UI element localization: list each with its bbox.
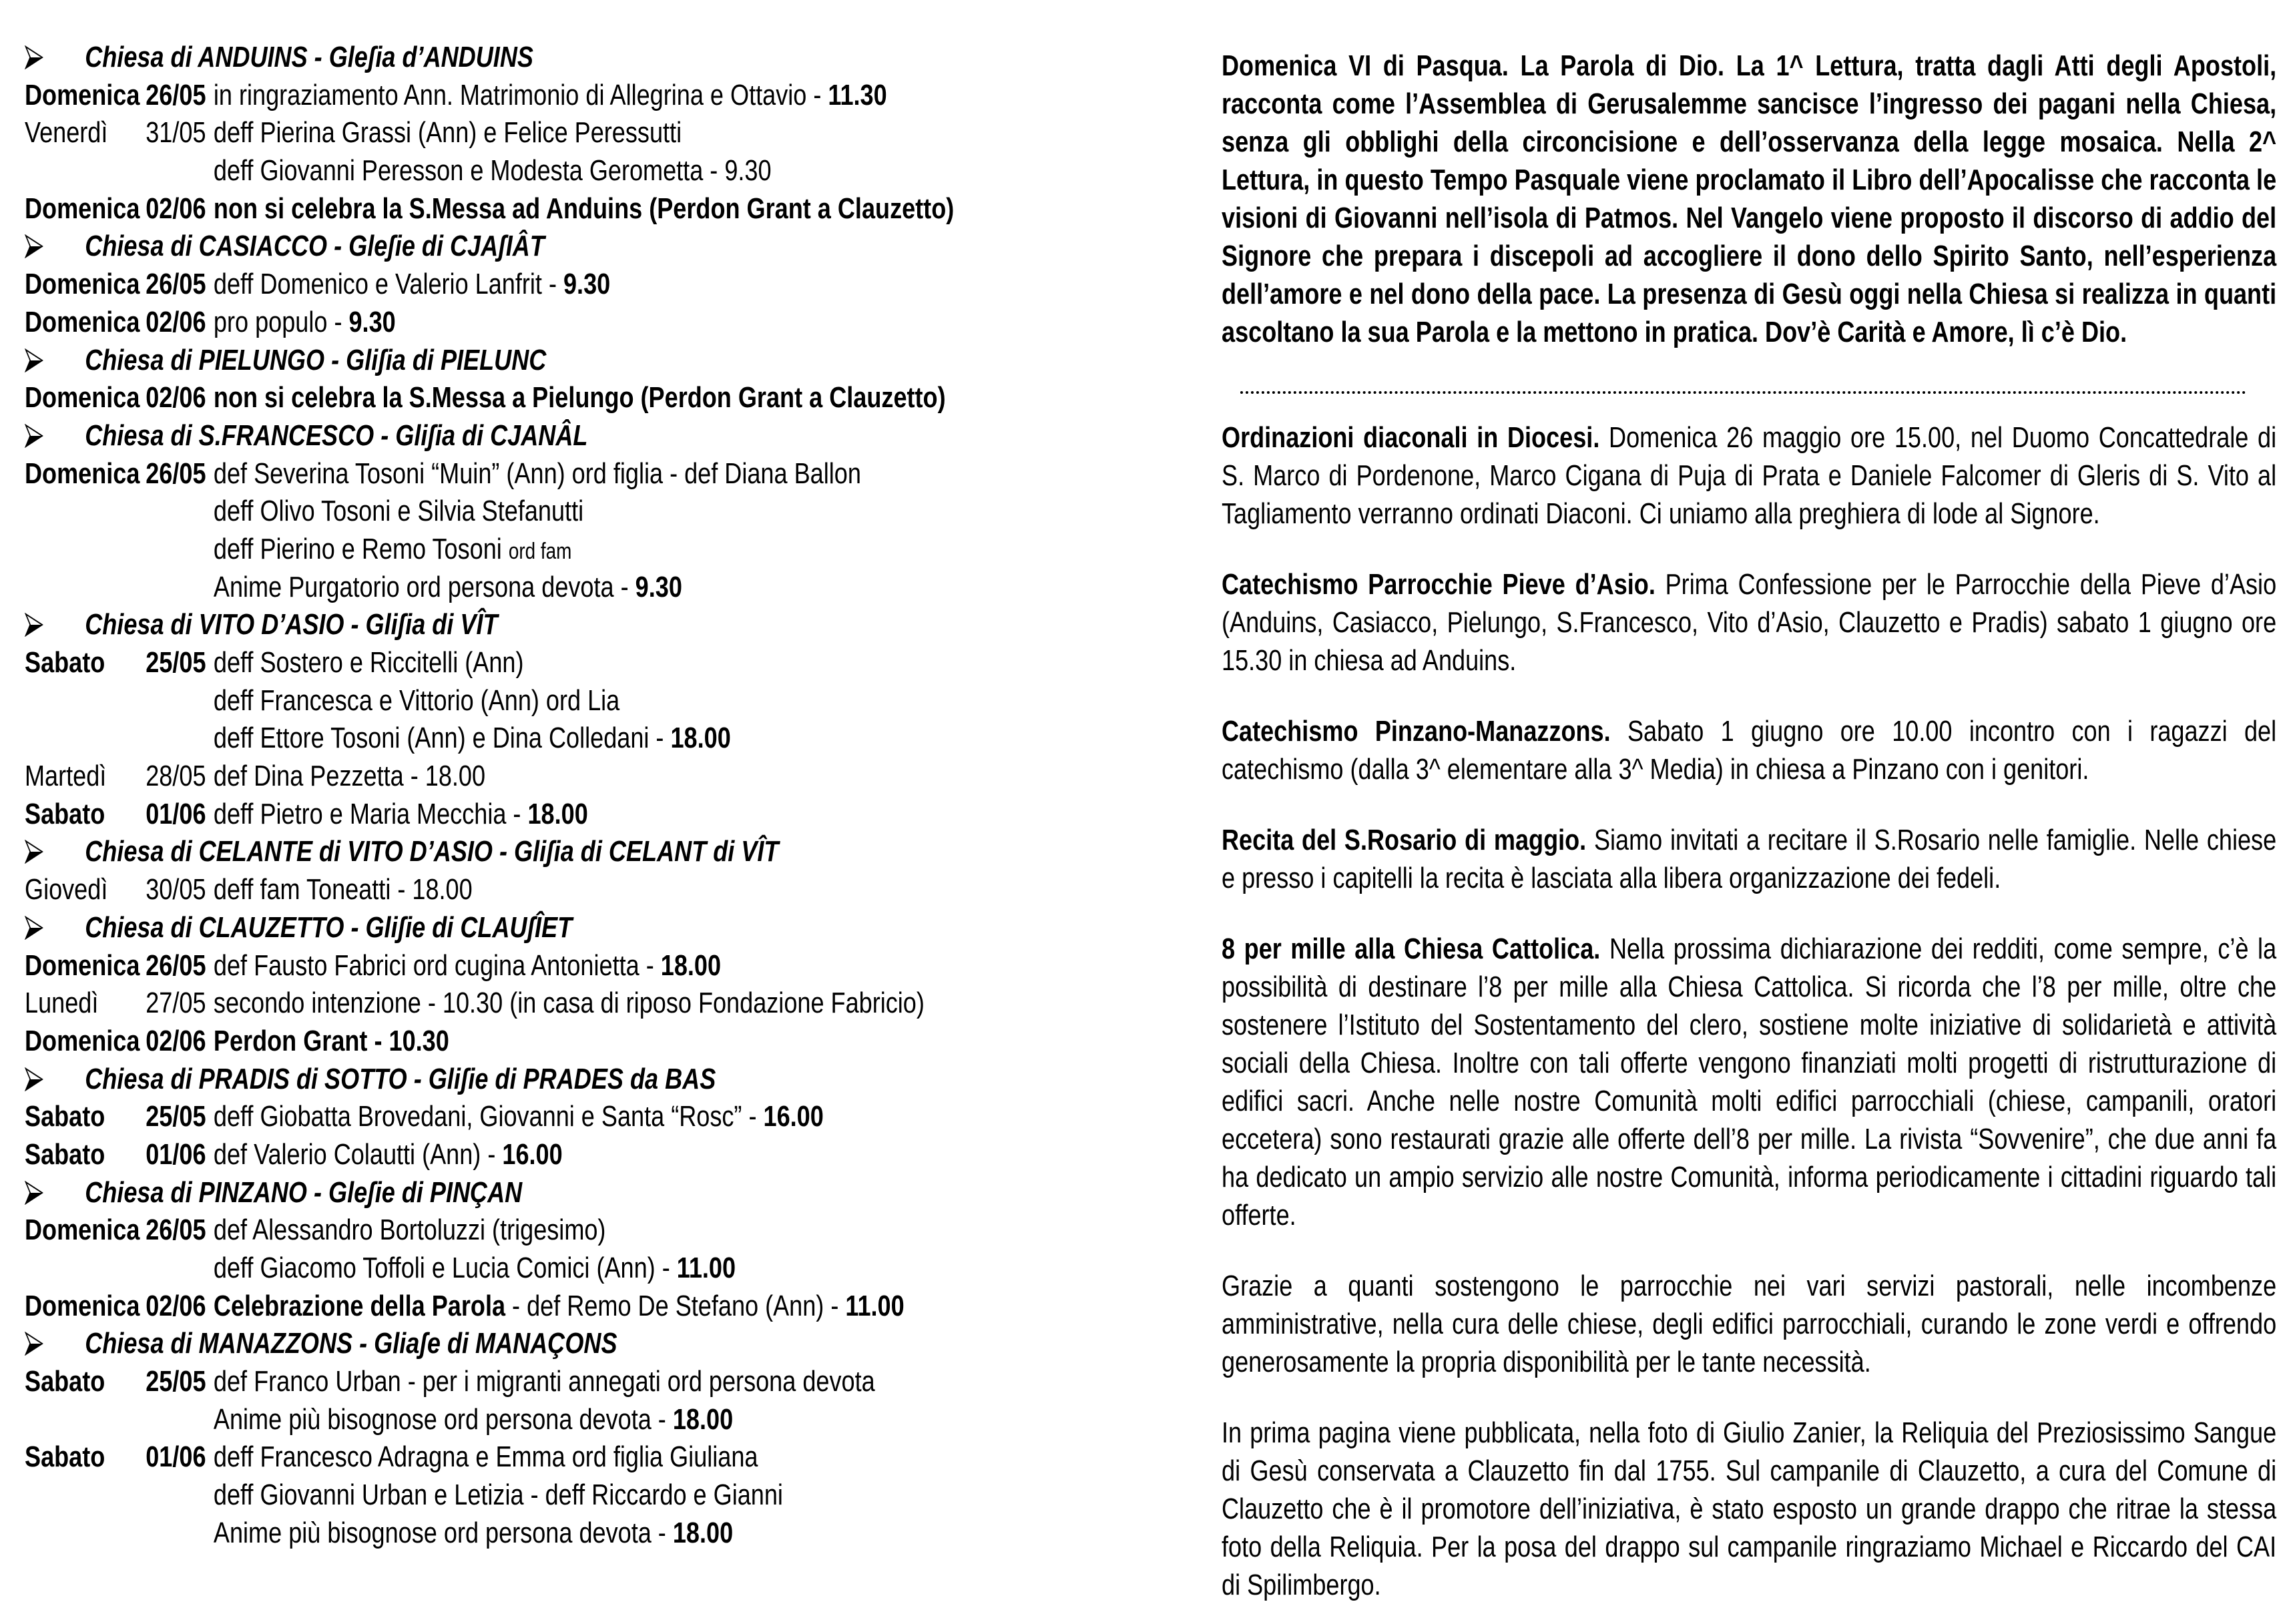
schedule-row [25, 77, 1092, 115]
row-text-bold: 16.00 [763, 1100, 824, 1133]
row-text: def Severina Tosoni “Muin” (Ann) ord figlia - def Diana Ballon [213, 457, 861, 490]
row-text-bold: Perdon Grant - 10.30 [213, 1024, 449, 1057]
church-title: Chiesa di PRADIS di SOTTO - Gliʃie di PRADES da BAS [85, 1062, 716, 1095]
church-heading [25, 417, 1092, 455]
schedule-row [25, 1438, 1092, 1476]
row-day: Sabato [25, 646, 105, 679]
church-title: Chiesa di CLAUZETTO - Gliʃie di CLAUʃÎET [85, 910, 573, 944]
row-date: 27/05 [146, 987, 206, 1020]
church-heading [25, 606, 1092, 644]
schedule-row [25, 1288, 1092, 1326]
row-text: def Fausto Fabrici ord cugina Antonietta - [213, 949, 661, 982]
schedule-row [25, 493, 1092, 531]
row-day: Domenica [25, 268, 140, 301]
church-heading [25, 909, 1092, 947]
row-date: 02/06 [146, 1024, 206, 1057]
row-day: Domenica [25, 457, 140, 490]
schedule-row [25, 871, 1092, 909]
church-heading [25, 228, 1092, 266]
row-day: Domenica [25, 949, 140, 982]
row-text-bold: 16.00 [502, 1137, 563, 1171]
schedule-row [25, 455, 1092, 493]
notice-paragraph [1222, 712, 2276, 788]
notice-paragraph [1222, 1267, 2276, 1381]
church-heading [25, 1061, 1092, 1099]
row-date: 02/06 [146, 305, 206, 338]
row-text: deff Olivo Tosoni e Silvia Stefanutti [213, 495, 584, 528]
row-text: deff Pierina Grassi (Ann) e Felice Peressutti [213, 116, 682, 150]
row-text: deff fam Toneatti - 18.00 [213, 873, 473, 906]
row-text: def Alessandro Bortoluzzi (trigesimo) [213, 1213, 606, 1247]
row-date: 26/05 [146, 949, 206, 982]
schedule-row [25, 1098, 1092, 1136]
church-title: Chiesa di PIELUNGO - Gliʃia di PIELUNC [85, 343, 547, 376]
row-text: deff Giovanni Urban e Letizia - deff Riccardo e Gianni [213, 1478, 783, 1512]
row-date: 25/05 [146, 1100, 206, 1133]
row-text: deff Francesco Adragna e Emma ord figlia Giuliana [213, 1440, 758, 1474]
row-date: 26/05 [146, 1213, 206, 1247]
schedule-row [25, 114, 1092, 152]
row-text-bold: 18.00 [670, 722, 731, 755]
church-title: Chiesa di CASIACCO - Gleʃie di CJAʃIÂT [85, 230, 545, 263]
arrowhead-bullet-icon [25, 342, 85, 380]
schedule-row [25, 758, 1092, 796]
row-date: 25/05 [146, 1365, 206, 1398]
row-day: Domenica [25, 192, 140, 225]
row-day: Domenica [25, 1213, 140, 1247]
notice-body: Siamo invitati a recitare il S.Rosario nelle famiglie. Nelle chiese e presso i capitelli la recita è lasciata alla libera organizzazione dei fedeli. [1222, 824, 2277, 894]
row-text: deff Sostero e Riccitelli (Ann) [213, 646, 524, 679]
row-text-bold: 18.00 [660, 949, 722, 982]
row-text-bold: 9.30 [348, 305, 396, 338]
schedule-row [25, 796, 1092, 834]
row-text: def Dina Pezzetta - 18.00 [213, 760, 486, 793]
row-text: ord fam [508, 538, 572, 564]
sunday-readings-intro: Domenica VI di Pasqua. La Parola di Dio. La 1^ Lettura, tratta dagli Atti degli Apostoli, racconta come l’Assemblea di Gerusalemme sancisce l’ingresso dei pagani nella Chiesa, senza gli obblighi della circoncisione e dell’osservanza della legge mosaica. Nella 2^ Lettura, in questo Tempo Pasquale viene proclamato il Libro dell’Apocalisse che racconta le visioni di Giovanni nell’isola di Patmos. Nel Vangelo viene proposto il discorso di addio del Signore che prepara i discepoli ad accogliere il dono dello Spirito Santo, nell’esperienza dell’amore e nel dono della pace. La presenza di Gesù oggi nella Chiesa si realizza in quanti ascoltano la sua Parola e la mettono in pratica. Dov’è Carità e Amore, lì c’è Dio. [1222, 49, 2277, 348]
schedule-row [25, 531, 1092, 569]
row-text: deff Pierino e Remo Tosoni [213, 532, 509, 565]
row-date: 25/05 [146, 646, 206, 679]
row-day: Lunedì [25, 987, 99, 1020]
schedule-row [25, 1476, 1092, 1515]
schedule-row [25, 569, 1092, 607]
row-text: deff Giobatta Brovedani, Giovanni e Santa “Rosc” - [213, 1100, 764, 1133]
notice-body: Sabato 1 giugno ore 10.00 incontro con i ragazzi del catechismo (dalla 3^ elementare alla 3^ Media) in chiesa a Pinzano con i genitori. [1222, 715, 2277, 786]
church-heading [25, 833, 1092, 871]
row-date: 01/06 [146, 1440, 206, 1474]
row-text-bold: 18.00 [672, 1402, 734, 1436]
row-text: deff Giacomo Toffoli e Lucia Comici (Ann) - [213, 1252, 677, 1284]
notice-body: Grazie a quanti sostengono le parrocchie nei vari servizi pastorali, nelle incombenze amministrative, nella cura delle chiese, degli edifici parrocchiali, curando le zone verdi e offrendo generosamente la propria disponibilità per le tante necessità. [1222, 1270, 2277, 1378]
arrowhead-bullet-icon [25, 1061, 85, 1099]
schedule-row [25, 1515, 1092, 1553]
row-text-bold: 11.00 [676, 1252, 736, 1284]
schedule-row [25, 644, 1092, 682]
row-text: deff Ettore Tosoni (Ann) e Dina Colledani - [213, 722, 671, 755]
schedule-row [25, 1023, 1092, 1061]
notice-body: Domenica 26 maggio ore 15.00, nel Duomo Concattedrale di S. Marco di Pordenone, Marco Cigana di Puja di Prata e Daniele Falcomer di Gleris di S. Vito al Tagliamento verranno ordinati Diaconi. Ci uniamo alla preghiera di lode al Signore. [1222, 421, 2277, 530]
schedule-row [25, 304, 1092, 342]
notice-paragraph [1222, 821, 2276, 897]
schedule-row [25, 379, 1092, 417]
arrowhead-bullet-icon [25, 833, 85, 871]
notices [1222, 419, 2276, 1604]
notice-paragraph [1222, 419, 2276, 533]
dotted-separator [1240, 391, 2246, 394]
schedule-row [25, 1250, 1092, 1288]
notice-title: Recita del S.Rosario di maggio. [1222, 824, 1587, 856]
row-text: deff Francesca e Vittorio (Ann) ord Lia [213, 684, 620, 717]
church-title: Chiesa di MANAZZONS - Gliaʃe di MANAÇONS [85, 1327, 617, 1360]
row-text-bold: non si celebra la S.Messa ad Anduins (Perdon Grant a Clauzetto) [213, 192, 955, 225]
row-text: pro populo - [213, 305, 349, 338]
notice-paragraph [1222, 565, 2276, 680]
notice-title: Ordinazioni diaconali in Diocesi. [1222, 421, 1600, 454]
row-text-bold: 9.30 [563, 268, 611, 301]
arrowhead-bullet-icon [25, 1325, 85, 1363]
arrowhead-bullet-icon [25, 606, 85, 644]
row-text-bold: 18.00 [527, 797, 588, 830]
row-text: deff Giovanni Peresson e Modesta Gerometta - 9.30 [213, 154, 772, 188]
row-day: Domenica [25, 1024, 140, 1057]
arrowhead-bullet-icon [25, 39, 85, 77]
row-date: 01/06 [146, 1137, 206, 1171]
readings-commentary [1222, 47, 2276, 351]
schedule-row [25, 682, 1092, 720]
row-text: deff Domenico e Valerio Lanfrit - [213, 268, 563, 301]
row-text: deff Pietro e Maria Mecchia - [213, 797, 528, 830]
row-text-bold: non si celebra la S.Messa a Pielungo (Perdon Grant a Clauzetto) [213, 381, 946, 415]
row-day: Sabato [25, 797, 105, 830]
row-day: Domenica [25, 305, 140, 338]
arrowhead-bullet-icon [25, 1174, 85, 1212]
schedule-row [25, 190, 1092, 228]
church-heading [25, 1325, 1092, 1363]
row-day: Domenica [25, 78, 140, 111]
row-text: Anime Purgatorio ord persona devota - [213, 570, 635, 603]
church-title: Chiesa di VITO D’ASIO - Gliʃia di VÎT [85, 608, 498, 641]
notice-body: Prima Confessione per le Parrocchie della Pieve d’Asio (Anduins, Casiacco, Pielungo, S.Francesco, Vito d’Asio, Clauzetto e Pradis) sabato 1 giugno ore 15.30 in chiesa ad Anduins. [1222, 568, 2277, 677]
church-title: Chiesa di ANDUINS - Gleʃia d’ANDUINS [85, 41, 533, 73]
row-text: def Franco Urban - per i migranti annegati ord persona devota [213, 1365, 875, 1398]
schedule-row [25, 1363, 1092, 1401]
schedule-row [25, 1401, 1092, 1439]
notice-body: Nella prossima dichiarazione dei redditi, come sempre, c’è la possibilità di destinare l’8 per mille alla Chiesa Cattolica. Si ricorda che l’8 per mille, oltre che sostenere l’Istituto del Sostentamento del clero, sostiene molte iniziative di solidarietà e attività sociali della Chiesa. Inoltre con tali offerte vengono finanziati molti progetti di ristrutturazione di edifici sacri. Anche nelle nostre Comunità molti edifici parrocchiali (chiese, campanili, oratori eccetera) sono restaurati grazie alle offerte dell’8 per mille. La rivista “Sovvenire”, che due anni fa ha dedicato un ampio servizio alle nostre Comunità, informa periodicamente i cittadini riguardo tali offerte. [1222, 932, 2277, 1232]
church-title: Chiesa di S.FRANCESCO - Gliʃia di CJANÂL [85, 419, 588, 452]
row-date: 02/06 [146, 192, 206, 225]
arrowhead-bullet-icon [25, 417, 85, 455]
schedule-row [25, 152, 1092, 190]
church-title: Chiesa di PINZANO - Gleʃie di PINÇAN [85, 1175, 523, 1209]
row-text-bold: 18.00 [672, 1516, 734, 1549]
church-heading [25, 39, 1092, 77]
schedule-row [25, 1136, 1092, 1174]
row-day: Sabato [25, 1100, 105, 1133]
mass-schedule [25, 39, 1092, 1553]
row-text: - def Remo De Stefano (Ann) - [505, 1289, 846, 1322]
row-text-bold: Celebrazione della Parola [213, 1289, 506, 1322]
schedule-row [25, 720, 1092, 758]
row-date: 26/05 [146, 268, 206, 301]
schedule-row [25, 1211, 1092, 1250]
row-day: Martedì [25, 760, 107, 793]
church-title: Chiesa di CELANTE di VITO D’ASIO - Gliʃia di CELANT di VÎT [85, 835, 779, 868]
row-day: Giovedì [25, 873, 108, 906]
arrowhead-bullet-icon [25, 909, 85, 947]
row-text: def Valerio Colautti (Ann) - [213, 1137, 503, 1171]
row-day: Domenica [25, 381, 140, 415]
row-date: 02/06 [146, 381, 206, 415]
schedule-row [25, 947, 1092, 985]
row-date: 30/05 [146, 873, 206, 906]
row-text-bold: 9.30 [635, 570, 682, 603]
row-date: 28/05 [146, 760, 206, 793]
row-text: secondo intenzione - 10.30 (in casa di riposo Fondazione Fabricio) [213, 987, 925, 1020]
notice-title: 8 per mille alla Chiesa Cattolica. [1222, 932, 1601, 965]
row-day: Sabato [25, 1365, 105, 1398]
row-text: Anime più bisognose ord persona devota - [213, 1402, 673, 1436]
row-date: 26/05 [146, 457, 206, 490]
schedule-row [25, 266, 1092, 304]
notice-body: In prima pagina viene pubblicata, nella foto di Giulio Zanier, la Reliquia del Preziosissimo Sangue di Gesù conservata a Clauzetto fin dal 1755. Sul campanile di Clauzetto, a cura del Comune di Clauzetto che è il promotore dell’iniziativa, è stato esposto un grande drappo che ritrae la stessa foto della Reliquia. Per la posa del drappo sul campanile ringraziamo Michael e Riccardo del CAI di Spilimbergo. [1222, 1416, 2277, 1601]
arrowhead-bullet-icon [25, 228, 85, 266]
row-date: 31/05 [146, 116, 206, 150]
notice-paragraph [1222, 1414, 2276, 1604]
row-day: Domenica [25, 1289, 140, 1322]
notice-title: Catechismo Pinzano-Manazzons. [1222, 715, 1611, 748]
row-text: in ringraziamento Ann. Matrimonio di Allegrina e Ottavio - [213, 78, 828, 111]
notice-title: Catechismo Parrocchie Pieve d’Asio. [1222, 568, 1655, 601]
row-text: Anime più bisognose ord persona devota - [213, 1516, 673, 1549]
row-date: 01/06 [146, 797, 206, 830]
schedule-row [25, 985, 1092, 1023]
row-text-bold: 11.00 [845, 1289, 905, 1322]
church-heading [25, 342, 1092, 380]
row-day: Sabato [25, 1440, 105, 1474]
notice-paragraph [1222, 930, 2276, 1234]
row-date: 26/05 [146, 78, 206, 111]
church-heading [25, 1174, 1092, 1212]
row-date: 02/06 [146, 1289, 206, 1322]
row-text-bold: 11.30 [828, 78, 887, 111]
row-day: Sabato [25, 1137, 105, 1171]
row-day: Venerdì [25, 116, 108, 150]
